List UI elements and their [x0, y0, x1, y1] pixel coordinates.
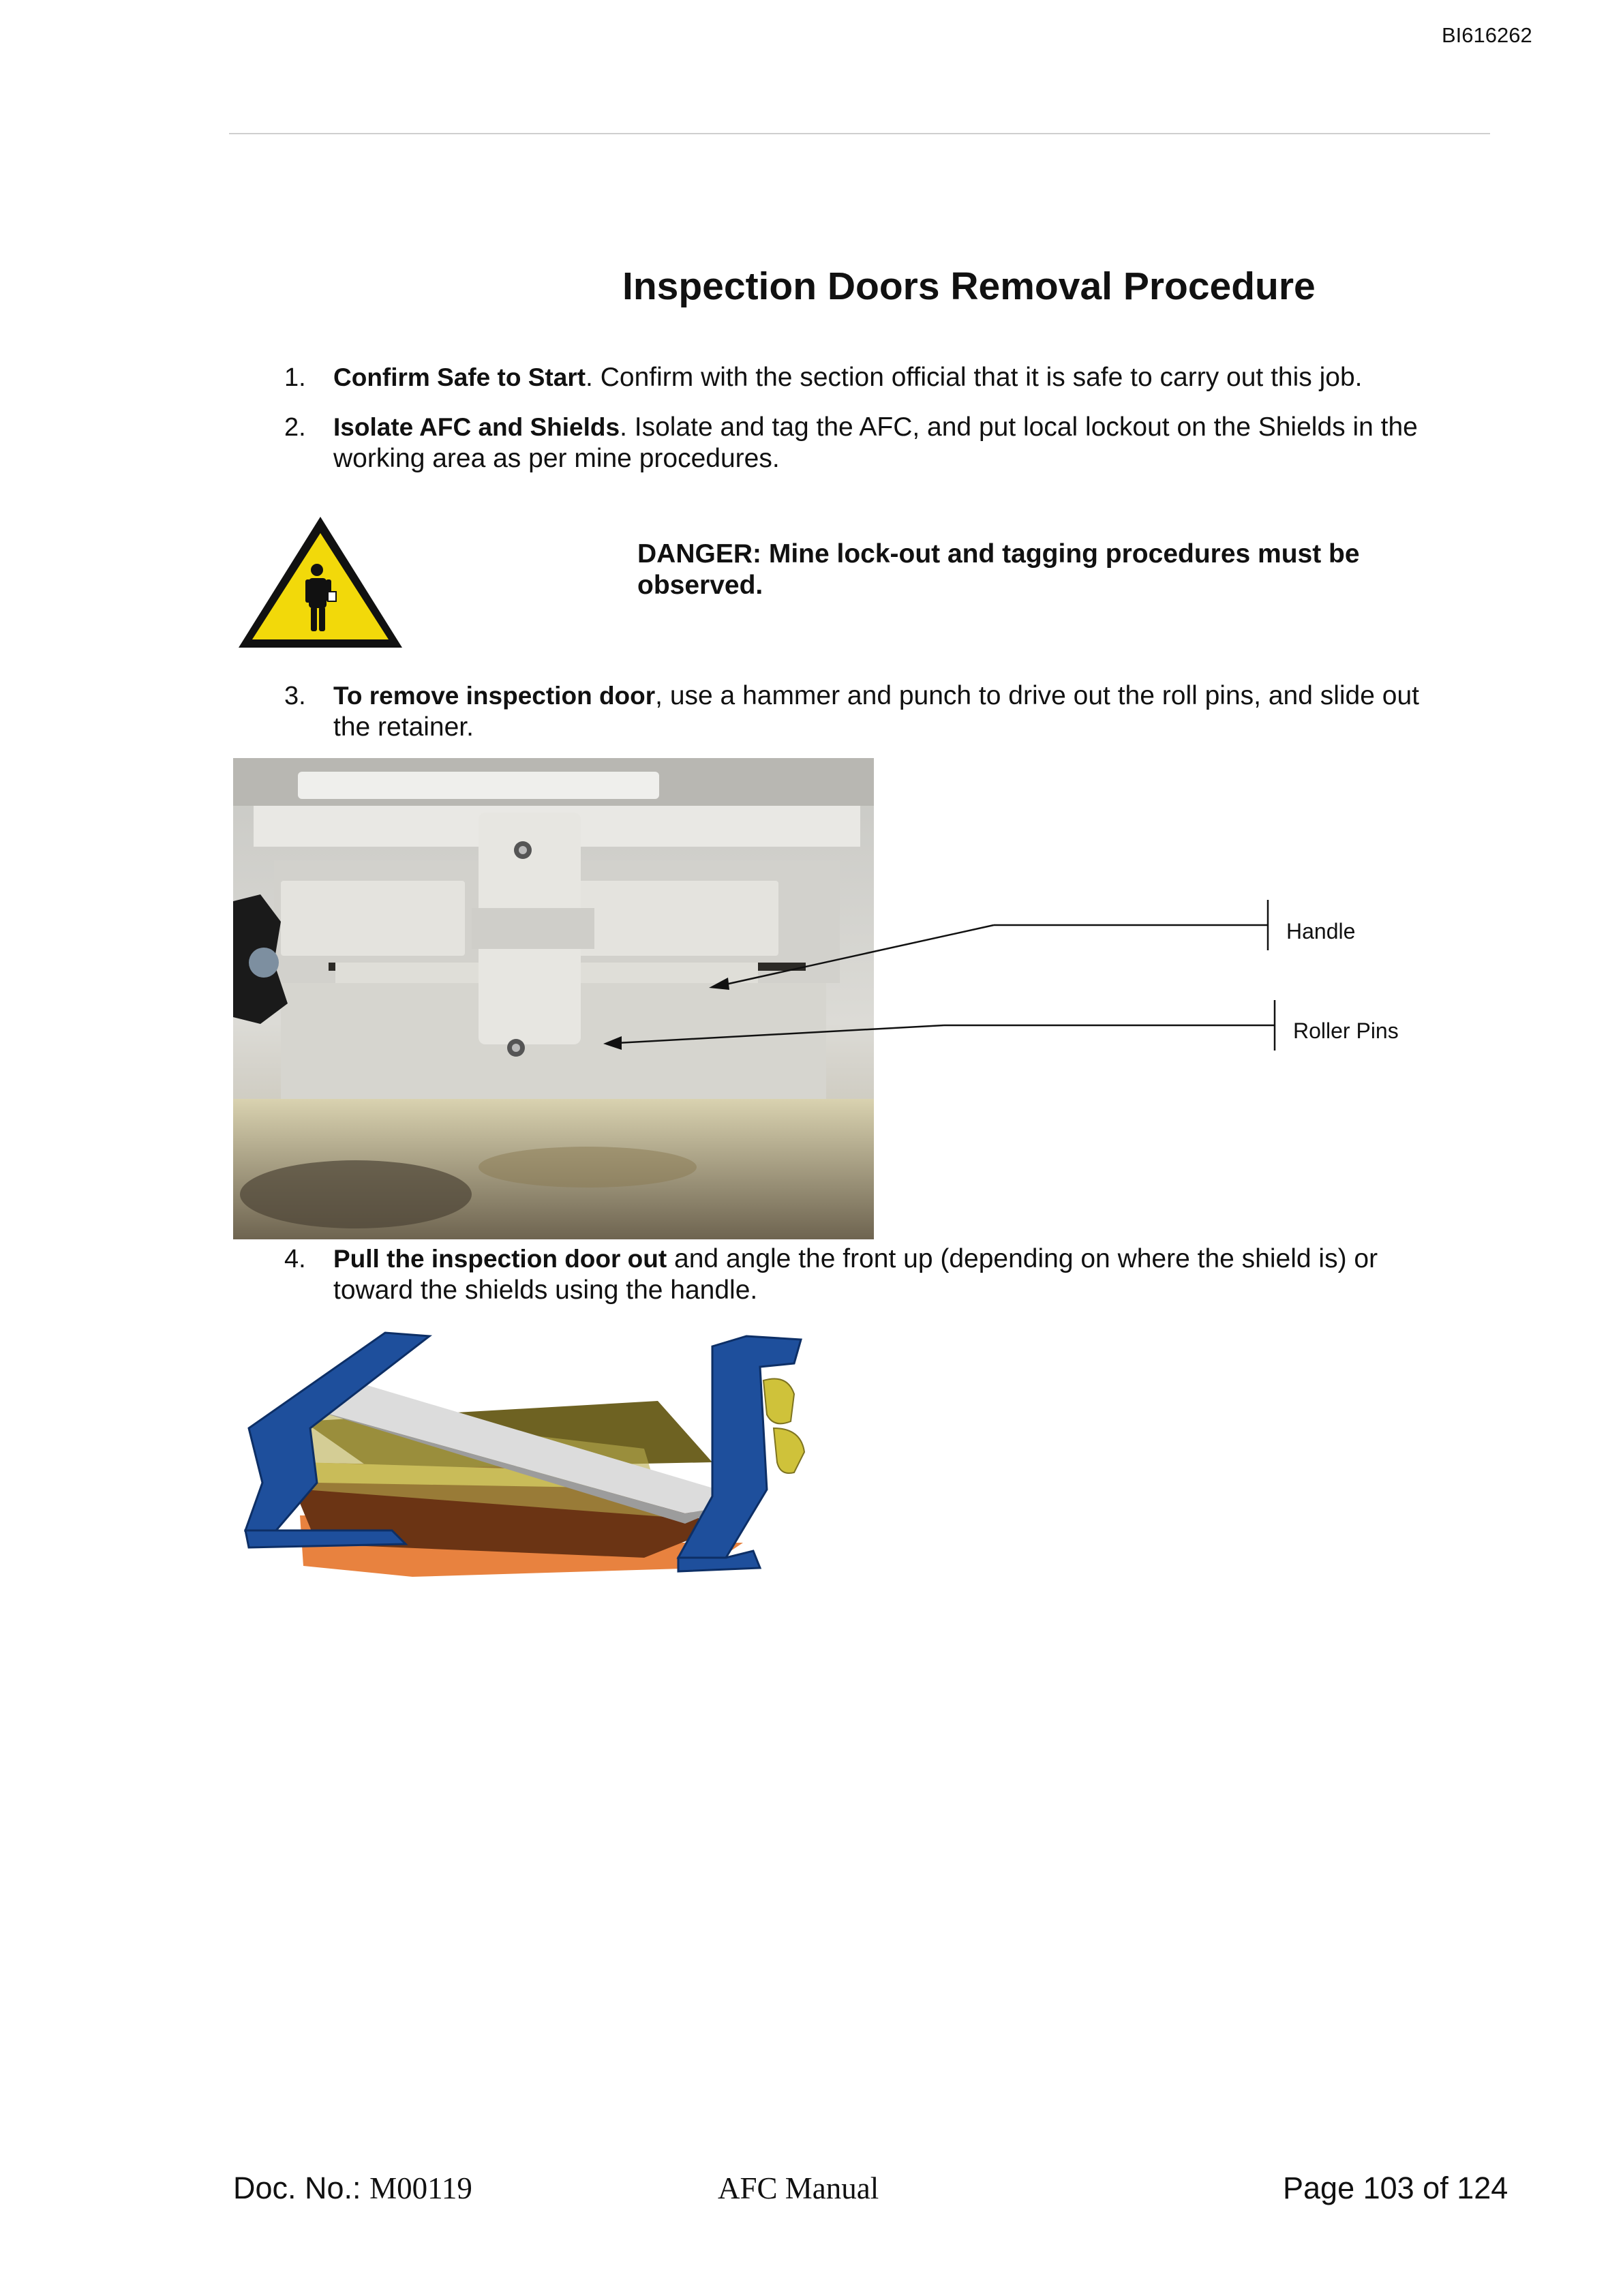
step-4-heading: Pull the inspection door out	[333, 1245, 667, 1273]
step-2-text: . Isolate and tag the AFC, and put local lockout on the Shields in the	[620, 412, 1418, 442]
step-3-text-continued: the retainer.	[333, 712, 474, 742]
footer-manual-title: AFC Manual	[718, 2171, 879, 2205]
step-1-number: 1.	[284, 363, 306, 392]
step-3-number: 3.	[284, 682, 306, 710]
footer-doc-value: M00119	[369, 2171, 472, 2205]
step-4-number: 4.	[284, 1245, 306, 1273]
step-4-text: and angle the front up (depending on where the shield is) or	[667, 1244, 1378, 1273]
step-3-heading: To remove inspection door	[333, 682, 656, 710]
step-3-text: , use a hammer and punch to drive out the roll pins, and slide out	[655, 681, 1419, 710]
page-title: Inspection Doors Removal Procedure	[622, 265, 1316, 308]
step-1-text: . Confirm with the section official that it is safe to carry out this job.	[586, 363, 1363, 392]
step-4	[333, 1243, 1506, 1306]
document-id: BI616262	[1442, 23, 1532, 47]
footer-doc-label: Doc. No.:	[233, 2171, 370, 2205]
callout-roller-pins: Roller Pins	[1293, 1018, 1399, 1043]
step-2-number: 2.	[284, 413, 306, 442]
step-2-text-continued: working area as per mine procedures.	[333, 444, 780, 473]
footer-page-number: Page 103 of 124	[1283, 2171, 1508, 2205]
footer-doc-number	[233, 2171, 472, 2206]
step-2-heading: Isolate AFC and Shields	[333, 413, 620, 441]
danger-notice: DANGER: Mine lock-out and tagging procedures must be observed.	[637, 539, 1360, 600]
inspection-door-diagram	[235, 1326, 835, 1578]
callout-handle: Handle	[1286, 919, 1356, 943]
step-1-heading: Confirm Safe to Start	[333, 363, 586, 391]
step-4-text-continued: toward the shields using the handle.	[333, 1275, 758, 1305]
